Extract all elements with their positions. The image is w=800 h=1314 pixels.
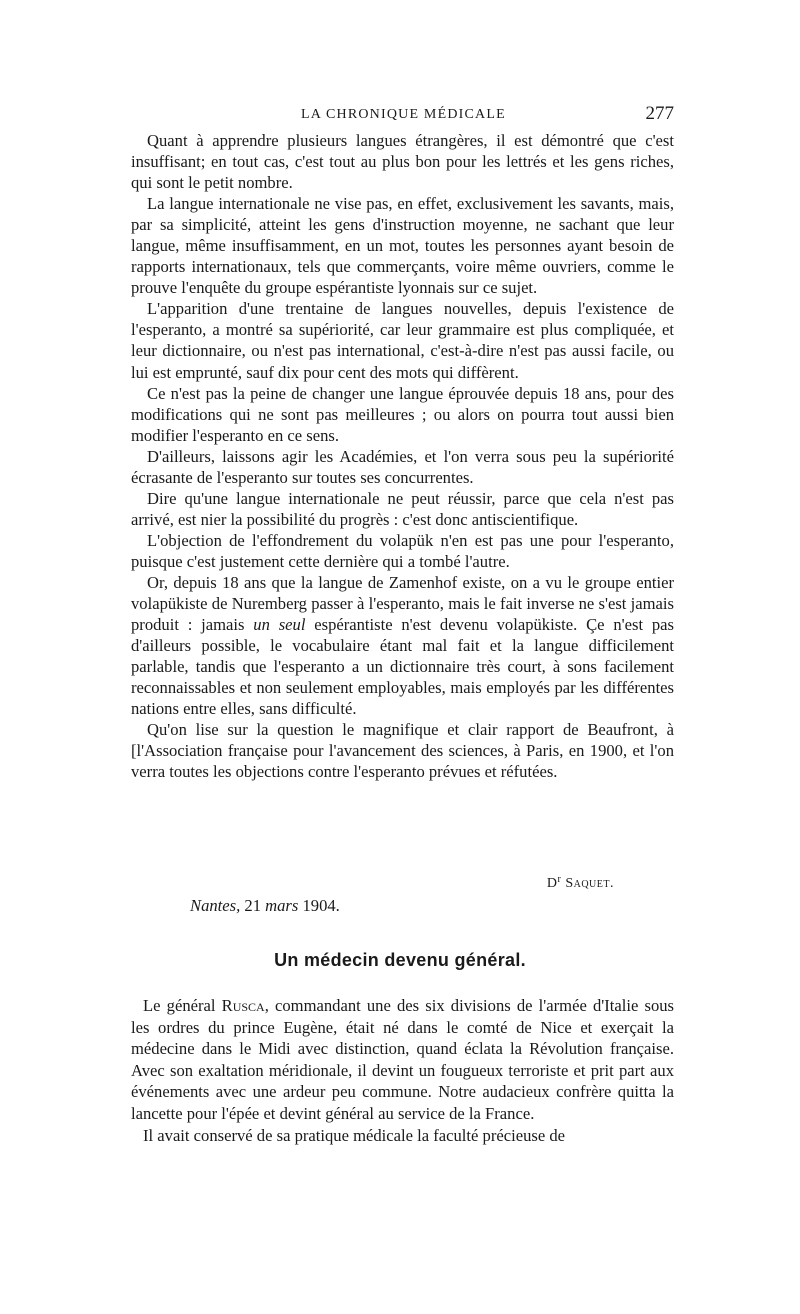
paragraph-text: Le général [143, 996, 222, 1015]
paragraph [131, 572, 674, 719]
dateline [190, 896, 340, 916]
paragraph: Il avait conservé de sa pratique médicale la faculté précieuse de [143, 1125, 565, 1145]
paragraph: L'objection de l'effondrement du volapük n'en est pas une pour l'esperanto, puisque c'est justement cette dernière qui a tombé l'autre. [131, 530, 674, 571]
section-body [131, 995, 674, 1146]
page-number: 277 [645, 103, 674, 124]
paragraph [131, 995, 674, 1125]
section-heading: Un médecin devenu général. [274, 950, 526, 970]
paragraph: Dire qu'une langue internationale ne peut réussir, parce que cela n'est pas arrivé, est nier la possibilité du progrès : c'est donc antiscientifique. [131, 488, 674, 529]
paragraph: Ce n'est pas la peine de changer une langue éprouvée depuis 18 ans, pour des modifications qui ne sont pas meilleures ; ou alors on pourra tout aussi bien modifier l'esperanto en ce sens. [131, 383, 674, 445]
paragraph: La langue internationale ne vise pas, en effet, exclusivement les savants, mais, par sa simplicité, atteint les gens d'instruction moyenne, ne sachant que leur langue, même insuffisamment, en un mot, toutes les personnes ayant besoin de rapports internationaux, tels que commerçants, voire même ouvriers, comme le prouve l'enquête du groupe espérantiste lyonnais sur ce sujet. [131, 194, 674, 298]
emphasis-text: un seul [253, 615, 306, 635]
paragraph: Quant à apprendre plusieurs langues étrangères, il est démontré que c'est insuffisant; en tout cas, c'est tout au plus bon pour les lettrés et les gens riches, qui sont le petit nombre. [131, 131, 674, 193]
paragraph-text: , commandant une des six divisions de l'armée d'Italie sous les ordres du prince Eugène, était né dans le comté de Nice et exerçait la médecine dans le Midi avec distinction, quand éclata la Révolution française. Avec son exaltation méridionale, il devint un fougueux terroriste et prit part aux événements avec une ardeur peu commune. Notre audacieux confrère quitta la lancette pour l'épée et devint général au service de la France. [131, 996, 674, 1123]
article-body [131, 130, 674, 782]
dateline-year: 1904. [298, 896, 340, 915]
paragraph: L'apparition d'une trentaine de langues nouvelles, depuis l'existence de l'esperanto, a montré sa supériorité, car leur grammaire est plus compliquée, et leur dictionnaire, ou n'est pas international, c'est-à-dire n'est pas aussi facile, ou lui est emprunté, sauf dix pour cent des mots qui diffèrent. [131, 299, 674, 382]
paragraph-text: Or, depuis 18 ans que la langue de Zamenhof existe, on a vu le groupe entier volapükiste de Nuremberg passer à l'esperanto, mais le fait inverse ne s'est jamais produit : jamais [131, 572, 674, 635]
dateline-place: Nantes, [190, 896, 241, 915]
signature-name: Saquet. [565, 876, 614, 891]
paragraph: Qu'on lise sur la question le magnifique et clair rapport de Beaufront, à [l'Association française pour l'avancement des sciences, à Paris, en 1900, et l'on verra toutes les objections contre l'esperanto prévues et réfutées. [131, 720, 674, 782]
paragraph-text: espérantiste n'est devenu volapükiste. Çe n'est pas d'ailleurs possible, le vocabulaire étant mal fait et la langue difficilement parlable, tandis que l'esperanto a un dictionnaire très court, à sons facilement reconnaissables et non seulement employables, mais employés par les différentes nations entre elles, sans difficulté. [131, 615, 674, 719]
signature-title: D [546, 876, 558, 891]
author-signature [547, 874, 614, 892]
person-name: Rusca [221, 996, 265, 1015]
paragraph: D'ailleurs, laissons agir les Académies, et l'on verra sous peu la supériorité écrasante de l'esperanto sur toutes ses concurrentes. [131, 446, 674, 487]
signature-title-superscript: r [557, 874, 562, 885]
page-header [131, 103, 674, 127]
running-title: LA CHRONIQUE MÉDICALE [301, 107, 506, 122]
dateline-month: mars [265, 896, 299, 915]
dateline-day: 21 [240, 896, 266, 915]
